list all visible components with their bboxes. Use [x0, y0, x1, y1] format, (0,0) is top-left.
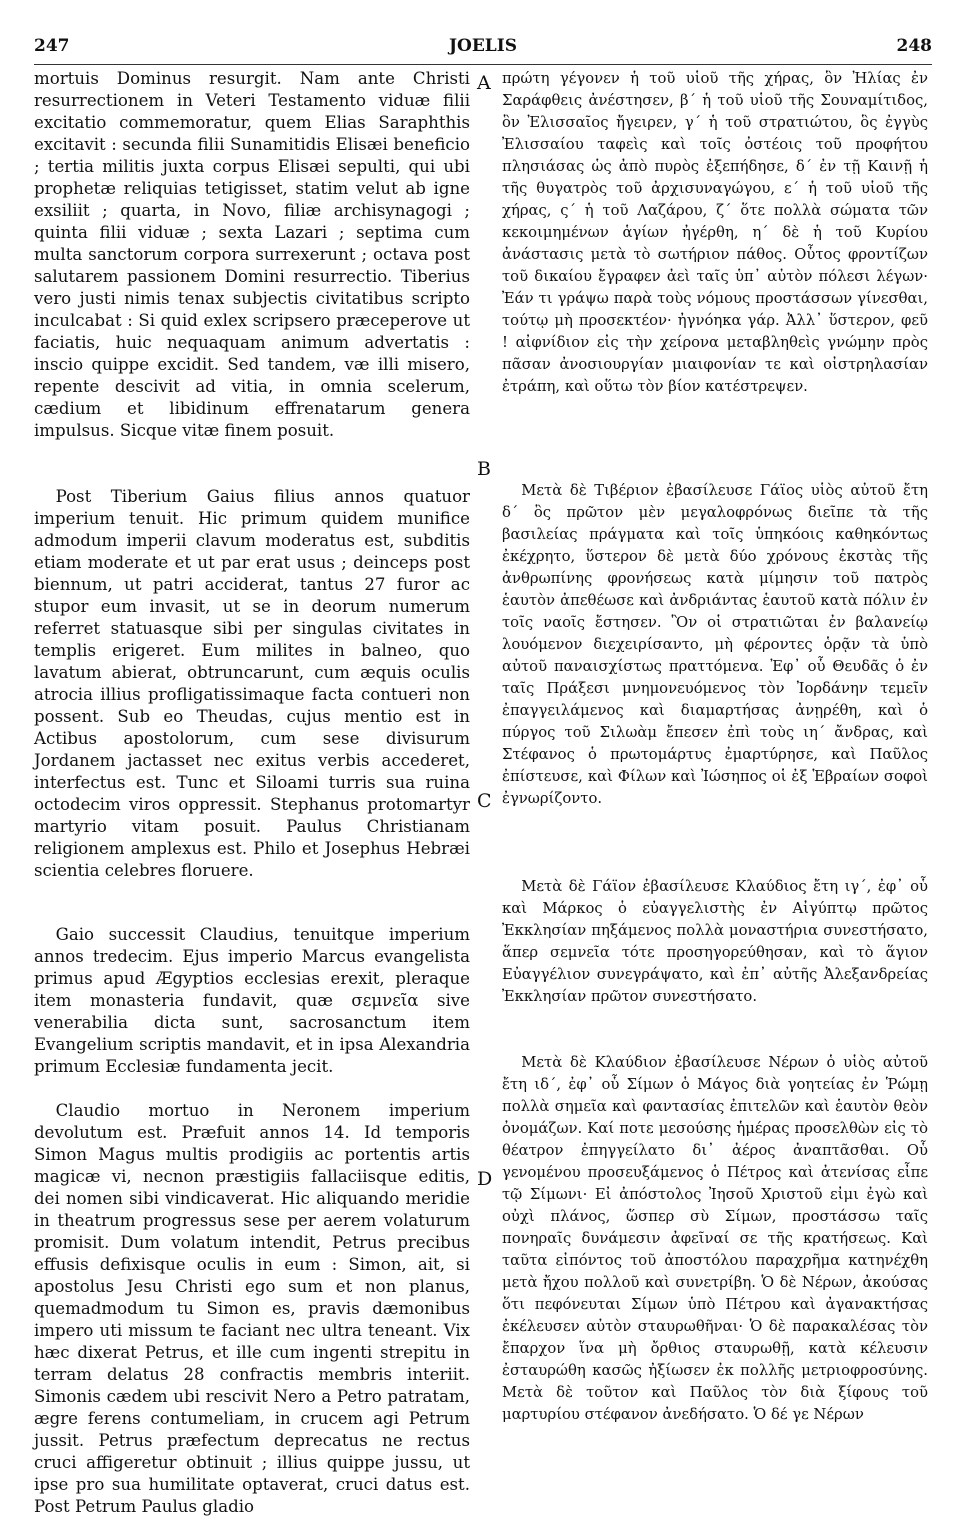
page-number-right: 248	[896, 36, 932, 56]
greek-paragraph: Μετὰ δὲ Κλαύδιον ἐβασίλευσε Νέρων ὁ υἱὸς αὐτοῦ ἔτη ιδ΄, ἐφ᾽ οὗ Σίμων ὁ Μάγος διὰ γοητείας ἐν Ῥώμῃ πολλὰ σημεῖα καὶ φαντασίας ἐπιτελῶν καὶ ἑαυτὸν θεὸν ὀνομάζων. Καί ποτε μεσούσης ἡμέρας προσελθὼν εἰς τὸ θέατρον ἐπηγγείλατο δι᾽ ἀέρος ἀναπτᾶσθαι. Οὗ γενομένου προσευξάμενος ὁ Πέτρος καὶ ἀτενίσας εἶπε τῷ Σίμωνι· Εἰ ἀπόστολος Ἰησοῦ Χριστοῦ εἰμι ἐγὼ καὶ οὐχὶ πλάνος, ὥσπερ σὺ Σίμων, προστάσσω ταῖς πονηραῖς δυνάμεσιν ἀφεῖναί σε τῆς κρατήσεως. Καὶ ταῦτα εἰπόντος τοῦ ἀποστόλου παραχρῆμα κατηνέχθη μετὰ ἤχου πολλοῦ καὶ συνετρίβη. Ὁ δὲ Νέρων, ἀκούσας ὅτι πεφόνευται Σίμων ὑπὸ Πέτρου καὶ ἀγανακτήσας ἐκέλευσεν αὐτὸν σταυρωθῆναι· Ὁ δὲ παρακαλέσας τὸν ἔπαρχον ἵνα μὴ ὄρθιος σταυρωθῇ, κατὰ κέλευσιν ἐσταυρώθη κασῶς ἠξίωσεν ἐκ πολλῆς μετριοφροσύνης. Μετὰ δὲ τοῦτον καὶ Παῦλος τὸν διὰ ξίφους τοῦ μαρτυρίου στέφανον ἀνεδήσατο. Ὁ δέ γε Νέρων	[502, 1054, 928, 1423]
margin-marker-c: C	[477, 790, 492, 812]
latin-paragraph: Post Tiberium Gaius filius annos quatuor imperium tenuit. Hic primum quidem munifice admodum imperii clavum moderatus est, subditis etiam moderate et ut par erat usus ; deinceps post biennum, ut patri acciderat, tantus 27 furor ac stupor eum invasit, ut se in deorum numerum referret statuasque sibi per singulas civitates in templis erigeret. Eum milites in balneo, quo lavatum abierat, obtruncarunt, cum æquis oculis atrocia illius profligatissimaque facta contueri non possent. Sub eo Theudas, cujus mentio est in Actibus apostolorum, cum sese divisurum Jordanem jactasset nec exitus verbis accederet, interfectus est. Tunc et Siloami turris sua ruina octodecim viros oppressit. Stephanus protomartyr martyrio vitam posuit. Paulus Christianam religionem amplexus est. Philo et Josephus Hebræi scientia celebres floruere.	[34, 487, 470, 880]
greek-paragraph: Μετὰ δὲ Τιβέριον ἐβασίλευσε Γάϊος υἱὸς αὐτοῦ ἔτη δ΄ ὃς πρῶτον μὲν μεγαλοφρόνως διεῖπε τὰ τῆς βασιλείας πράγματα καὶ τοῖς ὑπηκόοις καθηκόντως ἐκέχρητο, ὕστερον δὲ μετὰ δύο χρόνους ἐκστὰς τῆς ἀνθρωπίνης φρονήσεως κατὰ μίμησιν τοῦ πατρὸς ἑαυτὸν ἀπεθέωσε καὶ ἀνδριάντας ἑαυτοῦ κατὰ πόλιν ἐν τοῖς ναοῖς ἔστησεν. Ὃν οἱ στρατιῶται ἐν βαλανείῳ λουόμενον διεχειρίσαντο, μὴ φέροντες ὁρᾷν τὰ ὑπὸ αὐτοῦ παναισχίστως πραττόμενα. Ἐφ᾽ οὗ Θευδᾶς ὁ ἐν ταῖς Πράξεσι μνημονευόμενος τὸν Ἰορδάνην τεμεῖν ἐπαγγειλάμενος καὶ διαμαρτήσας ἀνῃρέθη, καὶ ὁ πύργος τοῦ Σιλωὰμ ἔπεσεν ἐπὶ τοὺς ιη΄ ἄνδρας, καὶ Στέφανος ὁ πρωτομάρτυς ἐμαρτύρησε, καὶ Παῦλος ἐπίστευσε, καὶ Φίλων καὶ Ἰώσηπος οἱ ἐξ Ἑβραίων σοφοὶ ἐγνωρίζοντο.	[502, 482, 928, 807]
margin-marker-a: A	[477, 72, 491, 94]
greek-column	[502, 68, 928, 1426]
latin-paragraph: Gaio successit Claudius, tenuitque imperium annos tredecim. Ejus imperio Marcus evangelista primus apud Ægyptios ecclesias erexit, pleraque item monasteria fundavit, quæ σεμνεῖα sive venerabilia dicta sunt, sacrosanctum item Evangelium scriptis mandavit, et in ipsa Alexandria primum Ecclesiæ fundamenta jecit.	[34, 925, 470, 1076]
greek-paragraph: Μετὰ δὲ Γάϊον ἐβασίλευσε Κλαύδιος ἔτη ιγ΄, ἐφ᾽ οὗ καὶ Μάρκος ὁ εὐαγγελιστὴς ἐν Αἰγύπτῳ πρῶτος Ἐκκλησίαν πηξάμενος πολλὰ μοναστήρια συνεστήσατο, ἅπερ σεμνεῖα τότε προσηγορεύθησαν, καὶ τὸ ἅγιον Εὐαγγέλιον συνεγράψατο, καὶ ἐπ᾽ αὐτῆς Ἀλεξανδρείας Ἐκκλησίαν πρῶτον συνεστήσατο.	[502, 878, 928, 1005]
margin-marker-d: D	[477, 1168, 493, 1190]
greek-paragraph: πρώτη γέγονεν ἡ τοῦ υἱοῦ τῆς χήρας, ὃν Ἠλίας ἐν Σαράφθεις ἀνέστησεν, β΄ ἡ τοῦ υἱοῦ τῆς Σουναμίτιδος, ὃν Ἐλισσαῖος ἤγειρεν, γ΄ ἡ τοῦ στρατιώτου, ὃς ἐγγὺς Ἐλισσαίου ταφεὶς καὶ τοῖς ὀστέοις τοῦ προφήτου πλησιάσας ὡς ἀπὸ πυρὸς ἐξεπήδησε, δ΄ ἐν τῇ Καινῇ ἡ τῆς θυγατρὸς τοῦ ἀρχισυναγώγου, ε΄ ἡ τοῦ υἱοῦ τῆς χήρας, ς΄ ἡ τοῦ Λαζάρου, ζ΄ ὅτε πολλὰ σώματα τῶν κεκοιμημένων ἁγίων ἠγέρθη, η΄ δὲ ἡ τοῦ Κυρίου ἀνάστασις μετὰ τὸ σωτήριον πάθος. Οὗτος φροντίζων τοῦ δικαίου ἔγραφεν ἀεὶ ταῖς ὑπ᾽ αὐτὸν πόλεσι λέγων· Ἐάν τι γράψω παρὰ τοὺς νόμους προστάσσων γίνεσθαι, τούτῳ μὴ προσεκτέον· ἠγνόηκα γάρ. Ἀλλ᾽ ὕστερον, φεῦ ! αἰφνίδιον εἰς τὴν χείρονα μεταβληθεὶς γνώμην πρὸς πᾶσαν ἀνοσιουργίαν μιαιφονίαν τε καὶ οἰστρηλασίαν ἐτράπη, καὶ οὕτω τὸν βίον κατέστρεψεν.	[502, 70, 928, 395]
running-title: JOELIS	[449, 36, 517, 56]
latin-paragraph: mortuis Dominus resurgit. Nam ante Christi resurrectionem in Veteri Testamento viduæ filii excitatio commemoratur, quem Elias Saraphthis excitavit : secunda filii Sunamitidis Elisæi beneficio ; tertia militis juxta corpus Elisæi sepulti, qui ubi prophetæ reliquias tetigisset, statim velut ab igne exsiliit ; quarta, in Novo, filiæ archisynagogi ; quinta filii viduæ ; sexta Lazari ; septima cum multa sanctorum corpora surrexerunt ; octava post salutarem passionem Domini resurrectio. Tiberius vero justi nimis tenax subjectis civitatibus scripto inculcabat : Si quid exlex scripsero præceperove ut faciatis, huic nequaquam animum advertatis : inscio quippe excidit. Sed tandem, væ illi misero, repente descivit ad vitia, in omnia scelerum, cædium et libidinum effrenatarum genera impulsus. Sicque vitæ finem posuit.	[34, 69, 470, 440]
latin-column	[34, 68, 470, 1518]
header-rule	[34, 64, 932, 65]
page-number-left: 247	[34, 36, 70, 56]
latin-paragraph: Claudio mortuo in Neronem imperium devolutum est. Præfuit annos 14. Id temporis Simon Magus multis prodigiis ac portentis artis magicæ vi, necnon præstigiis fallaciisque editis, dei nomen sibi vindicaverat. Hic aliquando meridie in theatrum progressus sese per aerem volaturum promisit. Dum volatum intendit, Petrus precibus effusis defixisque oculis in eum : Simon, ait, si apostolus Jesu Christi ego sum et non planus, quemadmodum tu Simon es, pravis dæmonibus impero uti missum te faciant nec ultra teneant. Vix hæc dixerat Petrus, et ille cum ingenti strepitu in terram delatus 28 confractis membris interiit. Simonis cædem ubi rescivit Nero a Petro patratam, ægre ferens contumeliam, in crucem agi Petrum jussit. Petrus præfectum deprecatus ne rectus cruci affigeretur obtinuit ; illius quippe jussu, ut ipse pro sua humilitate optaverat, cruci datus est. Post Petrum Paulus gladio	[34, 1101, 470, 1516]
page-header	[34, 36, 932, 62]
margin-marker-b: B	[477, 458, 491, 480]
